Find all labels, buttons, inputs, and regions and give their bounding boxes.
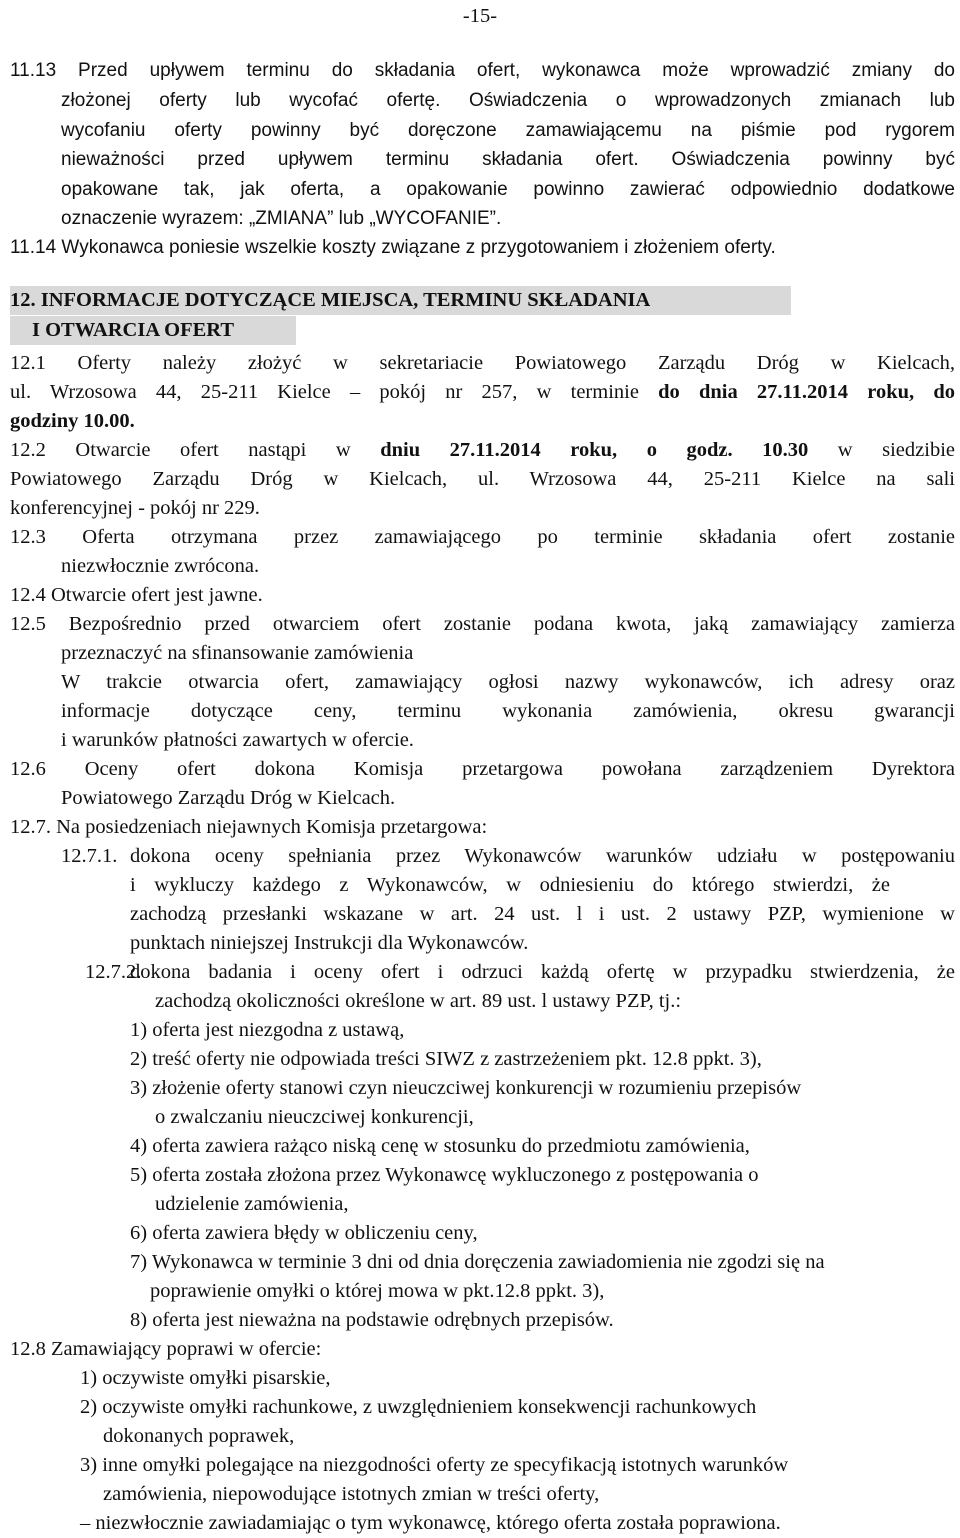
list-item: 6) oferta zawiera błędy w obliczeniu ceny, [130,1222,478,1244]
paragraph-11-13-line: nieważności przed upływem terminu składania ofert. Oświadczenia powinny być [61,149,955,170]
paragraph-12-8: 12.8 Zamawiający poprawi w ofercie: [10,1338,322,1360]
clause-number: 12.3 [10,526,46,548]
list-item-continued: dokonanych poprawek, [103,1425,295,1447]
list-item: 1) oczywiste omyłki pisarskie, [80,1367,331,1389]
paragraph-12-1-line: 12.1 Oferty należy złożyć w sekretariacie Powiatowego Zarządu Dróg w Kielcach, [10,352,956,374]
clause-number: 11.14 [10,237,57,258]
paragraph-12-3-line: 12.3 Oferta otrzymana przez zamawiającego po terminie składania ofert zostanie [10,526,955,548]
list-item: 3) złożenie oferty stanowi czyn nieuczciwej konkurencji w rozumieniu przepisów [130,1077,802,1099]
list-item: 2) treść oferty nie odpowiada treści SIWZ z zastrzeżeniem pkt. 12.8 ppkt. 3), [130,1048,762,1070]
paragraph-12-5-line: przeznaczyć na sfinansowanie zamówienia [61,642,414,664]
paragraph-12-2-line: 12.2 Otwarcie ofert nastąpi w dniu 27.11.2014 roku, o godz. 10.30 w siedzibie [10,439,955,461]
paragraph-12-5-line: i warunków płatności zawartych w ofercie. [61,729,414,751]
paragraph-12-5-line: informacje dotyczące ceny, terminu wykonania zamówienia, okresu gwarancji [61,700,955,722]
paragraph-12-6-line: Powiatowego Zarządu Dróg w Kielcach. [61,787,396,809]
paragraph-11-14: 11.14 Wykonawca poniesie wszelkie koszty związane z przygotowaniem i złożeniem oferty. [10,237,776,258]
paragraph-12-3-line: niezwłocznie zwrócona. [61,555,260,577]
clause-number: 12.7. [10,816,51,838]
paragraph-12-7-1-line: dokona oceny spełniania przez Wykonawców warunków udziału w postępowaniu [130,845,955,867]
section-heading: 12. INFORMACJE DOTYCZĄCE MIEJSCA, TERMINU SKŁADANIA [10,286,791,315]
paragraph-12-7-1-line: punktach niniejszej Instrukcji dla Wykonawców. [130,932,529,954]
list-item: 1) oferta jest niezgodna z ustawą, [130,1019,405,1041]
paragraph-12-4: 12.4 Otwarcie ofert jest jawne. [10,584,263,606]
clause-number: 12.5 [10,613,46,635]
paragraph-12-1-line: ul. Wrzosowa 44, 25-211 Kielce – pokój nr 257, w terminie do dnia 27.11.2014 roku, do [10,381,955,403]
clause-number: 12.6 [10,758,46,780]
clause-number: 12.4 [10,584,46,606]
clause-number: 12.2 [10,439,46,461]
clause-number: 12.1 [10,352,46,374]
paragraph-11-13-line: złożonej oferty lub wycofać ofertę. Oświadczenia o wprowadzonych zmianach lub [61,90,955,111]
paragraph-12-2-line: Powiatowego Zarządu Dróg w Kielcach, ul. Wrzosowa 44, 25-211 Kielce na sali [10,468,955,490]
paragraph-12-2-line: konferencyjnej - pokój nr 229. [10,497,260,519]
closing-note: – niezwłocznie zawiadamiając o tym wykonawcę, którego oferta została poprawiona. [80,1512,781,1534]
paragraph-11-13-line: wycofaniu oferty powinny być doręczone zamawiającemu na piśmie pod rygorem [61,120,955,141]
clause-number: 12.7.1. [61,845,118,867]
clause-number: 12.8 [10,1338,46,1360]
opening-date: dniu 27.11.2014 roku, o godz. 10.30 [380,439,809,461]
paragraph-12-1-line: godziny 10.00. [10,410,135,432]
list-item-continued: o zwalczaniu nieuczciwej konkurencji, [155,1106,474,1128]
deadline-date: do dnia 27.11.2014 roku, do [658,381,955,403]
clause-number: 12.7.2. [85,961,142,983]
clause-number: 11.13 [10,60,57,81]
paragraph-12-7-1-line: zachodzą przesłanki wskazane w art. 24 ust. l i ust. 2 ustawy PZP, wymienione w [130,903,955,925]
list-item-continued: zamówienia, niepowodujące istotnych zmian w treści oferty, [103,1483,600,1505]
list-item: 4) oferta zawiera rażąco niską cenę w stosunku do przedmiotu zamówienia, [130,1135,750,1157]
paragraph-12-7-1-line: i wykluczy każdego z Wykonawców, w odniesieniu do którego stwierdzi, że [130,874,890,896]
paragraph-12-5-line: 12.5 Bezpośrednio przed otwarciem ofert zostanie podana kwota, jaką zamawiający zamierza [10,613,956,635]
list-item: 5) oferta została złożona przez Wykonawcę wykluczonego z postępowania o [130,1164,759,1186]
paragraph-12-7: 12.7. Na posiedzeniach niejawnych Komisja przetargowa: [10,816,488,838]
list-item-continued: poprawienie omyłki o której mowa w pkt.12.8 ppkt. 3), [150,1280,605,1302]
paragraph-11-13-line: 11.13 Przed upływem terminu do składania ofert, wykonawca może wprowadzić zmiany do [10,60,955,81]
paragraph-11-13-line: opakowane tak, jak oferta, a opakowanie powinno zawierać odpowiednio dodatkowe [61,179,955,200]
paragraph-11-13-line: oznaczenie wyrazem: „ZMIANA” lub „WYCOFANIE”. [61,208,502,229]
paragraph-12-7-2-line: zachodzą okoliczności określone w art. 89 ust. l ustawy PZP, tj.: [155,990,682,1012]
paragraph-12-6-line: 12.6 Oceny ofert dokona Komisja przetargowa powołana zarządzeniem Dyrektora [10,758,956,780]
list-item: 3) inne omyłki polegające na niezgodności oferty ze specyfikacją istotnych warunków [80,1454,789,1476]
list-item: 7) Wykonawca w terminie 3 dni od dnia doręczenia zawiadomienia nie zgodzi się na [130,1251,825,1273]
page-number: -15- [462,5,498,27]
paragraph-12-7-2-line: dokona badania i oceny ofert i odrzuci każdą ofertę w przypadku stwierdzenia, że [130,961,955,983]
paragraph-12-5-line: W trakcie otwarcia ofert, zamawiający ogłosi nazwy wykonawców, ich adresy oraz [61,671,955,693]
list-item-continued: udzielenie zamówienia, [155,1193,349,1215]
list-item: 2) oczywiste omyłki rachunkowe, z uwzględnieniem konsekwencji rachunkowych [80,1396,757,1418]
section-heading-continued: I OTWARCIA OFERT [10,316,296,345]
list-item: 8) oferta jest nieważna na podstawie odrębnych przepisów. [130,1309,614,1331]
